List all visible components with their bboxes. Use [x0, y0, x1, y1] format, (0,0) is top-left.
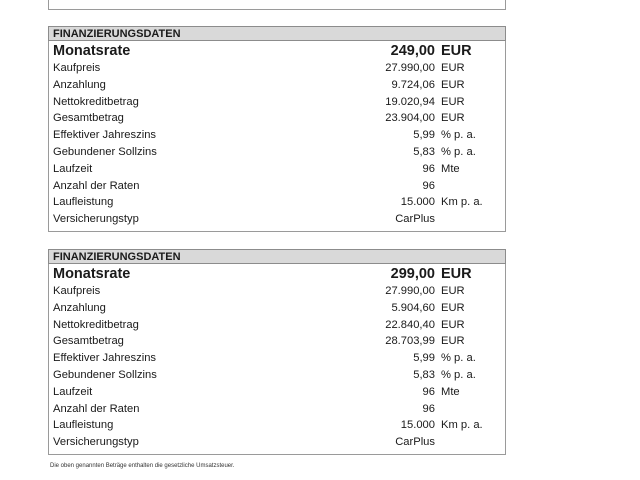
monthly-rate-value: 249,00	[390, 43, 435, 59]
row-value: 19.020,94	[385, 95, 435, 108]
insurance-row	[49, 212, 505, 229]
net-loan-row	[49, 318, 505, 335]
row-label: Laufzeit	[53, 162, 93, 175]
monthly-rate-label: Monatsrate	[53, 266, 131, 282]
row-unit: EUR	[441, 95, 465, 108]
row-label: Anzahlung	[53, 301, 106, 314]
section-body	[48, 264, 506, 455]
term-row	[49, 162, 505, 179]
down-payment-row	[49, 301, 505, 318]
row-value: 27.990,00	[385, 285, 435, 297]
row-label: Effektiver Jahreszins	[53, 129, 157, 142]
row-unit: EUR	[441, 335, 465, 348]
row-value: CarPlus	[395, 436, 435, 449]
row-value: 96	[422, 162, 435, 175]
row-label: Laufzeit	[53, 385, 93, 398]
row-label: Nettokreditbetrag	[53, 318, 139, 331]
row-label: Anzahl der Raten	[53, 179, 140, 192]
installments-row	[49, 402, 505, 419]
row-value: 23.904,00	[385, 112, 435, 125]
row-label: Gesamtbetrag	[53, 335, 124, 348]
row-unit: EUR	[441, 112, 465, 125]
row-value: 5,83	[413, 145, 435, 158]
row-unit: Mte	[441, 162, 460, 175]
total-amount-row	[49, 334, 505, 351]
row-label: Anzahl der Raten	[53, 402, 140, 415]
row-label: Gebundener Sollzins	[53, 145, 157, 158]
row-value: 15.000	[400, 419, 435, 432]
row-label: Versicherungstyp	[53, 213, 139, 226]
row-label: Laufleistung	[53, 419, 114, 432]
effective-rate-row	[49, 128, 505, 145]
row-unit: % p. a.	[441, 145, 476, 158]
row-unit: EUR	[441, 301, 465, 314]
row-value: 96	[422, 402, 435, 415]
row-label: Effektiver Jahreszins	[53, 352, 157, 365]
row-label: Kaufpreis	[53, 285, 101, 297]
row-label: Nettokreditbetrag	[53, 95, 139, 108]
row-unit: % p. a.	[441, 129, 476, 142]
insurance-row	[49, 435, 505, 452]
tax-footnote: Die oben genannten Beträge enthalten die gesetzliche Umsatzsteuer.	[50, 463, 235, 469]
row-value: 5,99	[413, 352, 435, 365]
row-unit: Km p. a.	[441, 419, 483, 432]
row-value: 5,83	[413, 368, 435, 381]
monthly-rate-row	[49, 41, 505, 61]
row-value: 28.703,99	[385, 335, 435, 348]
row-label: Gebundener Sollzins	[53, 368, 157, 381]
financing-section-1	[48, 26, 506, 232]
row-value: 5.904,60	[391, 301, 435, 314]
borrowing-rate-row	[49, 368, 505, 385]
row-value: 96	[422, 179, 435, 192]
row-label: Kaufpreis	[53, 62, 101, 74]
mileage-row	[49, 418, 505, 435]
monthly-rate-unit: EUR	[441, 43, 472, 59]
row-unit: EUR	[441, 62, 465, 74]
row-unit: EUR	[441, 78, 465, 91]
row-value: CarPlus	[395, 213, 435, 226]
monthly-rate-value: 299,00	[390, 266, 435, 282]
term-row	[49, 385, 505, 402]
total-amount-row	[49, 111, 505, 128]
borrowing-rate-row	[49, 145, 505, 162]
down-payment-row	[49, 78, 505, 95]
row-value: 96	[422, 385, 435, 398]
row-unit: % p. a.	[441, 352, 476, 365]
row-value: 9.724,06	[391, 78, 435, 91]
row-unit: EUR	[441, 318, 465, 331]
monthly-rate-row	[49, 264, 505, 284]
purchase-price-row	[49, 61, 505, 78]
row-value: 5,99	[413, 129, 435, 142]
installments-row	[49, 179, 505, 196]
mileage-row	[49, 195, 505, 212]
row-label: Versicherungstyp	[53, 436, 139, 449]
row-unit: Km p. a.	[441, 196, 483, 209]
section-body	[48, 41, 506, 232]
net-loan-row	[49, 95, 505, 112]
previous-financing-block	[48, 0, 506, 10]
section-header: FINANZIERUNGSDATEN	[48, 26, 506, 41]
row-value: 15.000	[400, 196, 435, 209]
row-label: Laufleistung	[53, 196, 114, 209]
row-unit: % p. a.	[441, 368, 476, 381]
row-unit: EUR	[441, 285, 465, 297]
row-value: 22.840,40	[385, 318, 435, 331]
section-header: FINANZIERUNGSDATEN	[48, 249, 506, 264]
row-label: Gesamtbetrag	[53, 112, 124, 125]
effective-rate-row	[49, 351, 505, 368]
row-label: Anzahlung	[53, 78, 106, 91]
purchase-price-row	[49, 284, 505, 301]
row-unit: Mte	[441, 385, 460, 398]
row-value: 27.990,00	[385, 62, 435, 74]
financing-section-2	[48, 249, 506, 455]
monthly-rate-unit: EUR	[441, 266, 472, 282]
monthly-rate-label: Monatsrate	[53, 43, 131, 59]
